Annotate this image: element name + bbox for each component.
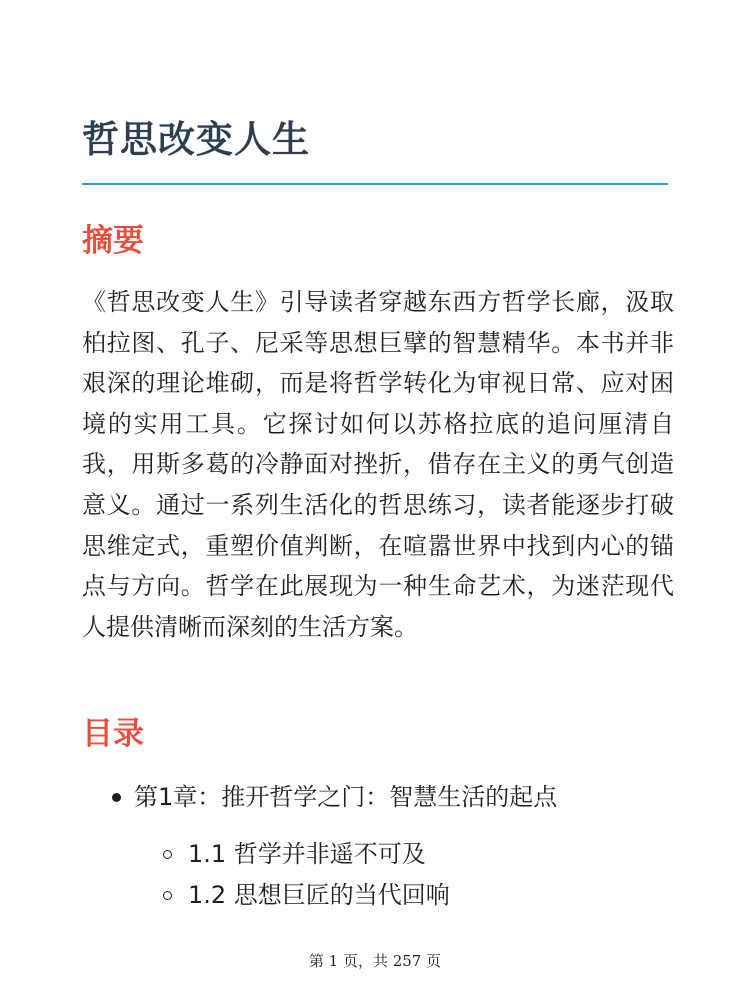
- toc-section-1-1: 1.1 哲学并非遥不可及: [188, 840, 426, 868]
- bullet-circle-icon: [163, 850, 172, 859]
- page-title: 哲思改变人生: [82, 118, 310, 161]
- abstract-paragraph: 《哲思改变人生》引导读者穿越东西方哲学长廊，汲取柏拉图、孔子、尼采等思想巨擘的智慧精华。本书并非艰深的理论堆砌，而是将哲学转化为审视日常、应对困境的实用工具。它探讨如何以苏格拉底的追问厘清自我，用斯多葛的冷静面对挫折，借存在主义的勇气创造意义。通过一系列生活化的哲思练习，读者能逐步打破思维定式，重塑价值判断，在喧嚣世界中找到内心的锚点与方向。哲学在此展现为一种生命艺术，为迷茫现代人提供清晰而深刻的生活方案。: [82, 288, 674, 641]
- page-footer: 第 1 页，共 257 页: [308, 952, 442, 970]
- toc-chapter-1: 第1章：推开哲学之门：智慧生活的起点: [134, 783, 558, 811]
- toc-heading: 目录: [82, 716, 144, 752]
- abstract-heading: 摘要: [82, 223, 144, 259]
- bullet-disc-icon: [112, 793, 121, 802]
- title-divider: [82, 183, 668, 185]
- toc-section-1-2: 1.2 思想巨匠的当代回响: [188, 881, 450, 909]
- bullet-circle-icon: [163, 891, 172, 900]
